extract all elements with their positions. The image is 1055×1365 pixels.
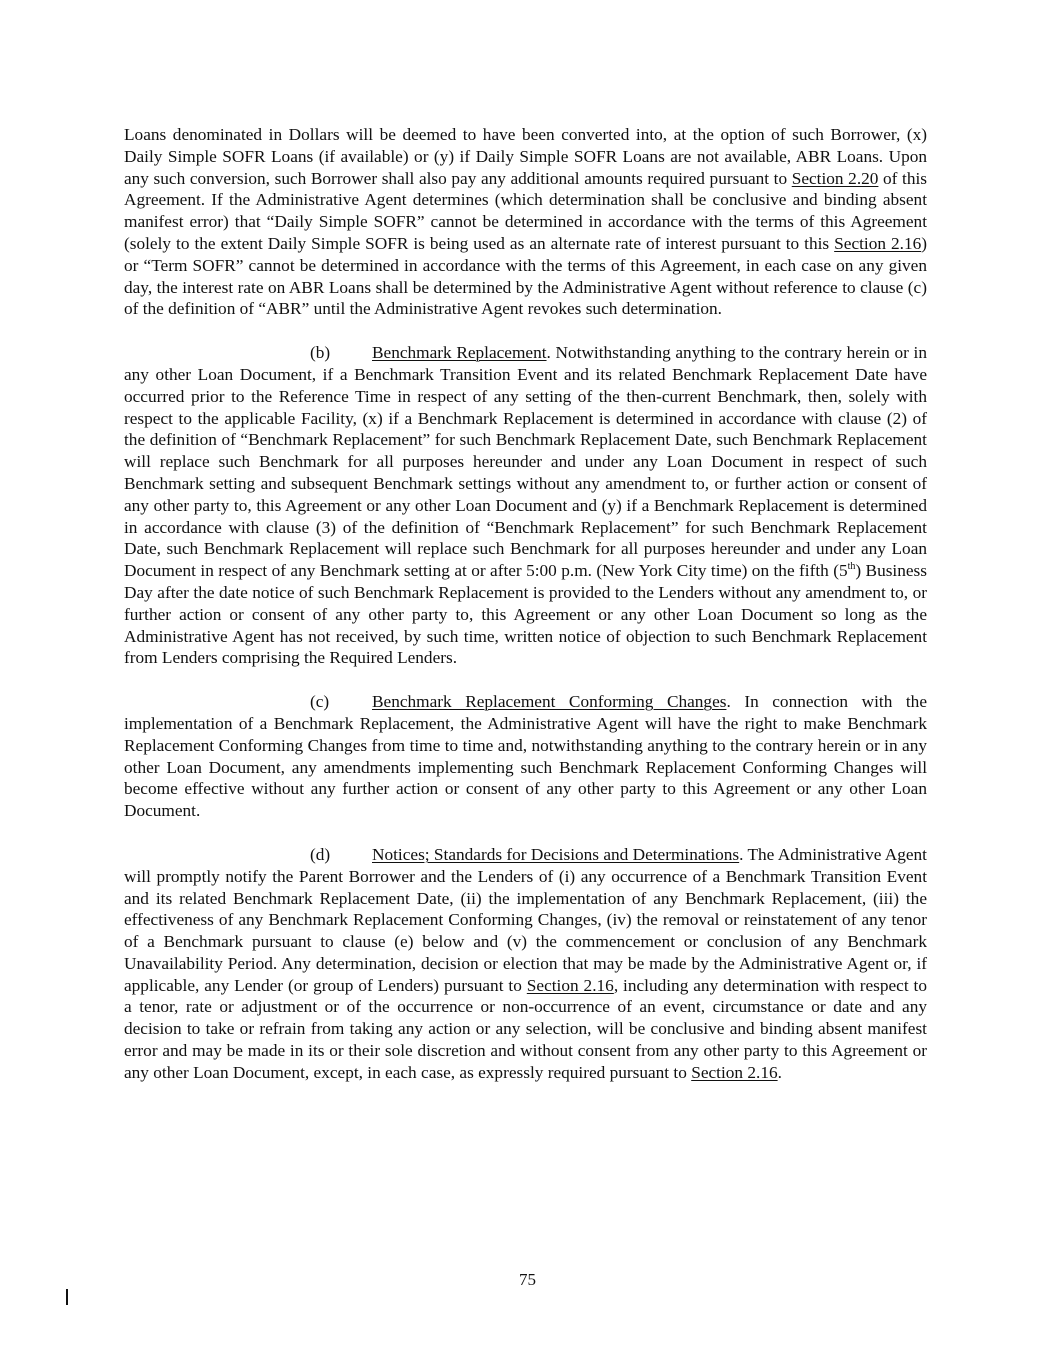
paragraph-b-heading: Benchmark Replacement [372, 343, 547, 363]
superscript-th: th [847, 561, 856, 573]
paragraph-b-text-2: ) Business Day after the date notice of such Benchmark Replacement is provided to the Lenders without any amendment to, or further action or consent of any other party to, this Agreement or any other Loan Document so long as the Administrative Agent has not received, by such time, written notice of objection to such Benchmark Replacement from Lenders comprising the Required Lenders. [124, 561, 927, 668]
paragraph-d-text-2: , including any determination with respect to a tenor, rate or adjustment or of the occurrence or non-occurrence of an event, circumstance or date and any decision to take or refrain from taking any action or any selection, will be conclusive and binding absent manifest error and may be made in its or their sole discretion and without consent from any other party to this Agreement or any other Loan Document, except, in each case, as expressly required pursuant to [124, 975, 928, 1082]
paragraph-c-text: . In connection with the implementation of a Benchmark Replacement, the Administrative Agent will have the right to make Benchmark Replacement Conforming Changes from time to time and, notwithstanding anything to the contrary herein or in any other Loan Document, any amendments implementing such Benchmark Replacement Conforming Changes will become effective without any further action or consent of any other party to this Agreement or any other Loan Document. [124, 692, 927, 821]
section-2-16-reference-2: Section 2.16 [691, 1062, 778, 1082]
paragraph-b-text-1: . Notwithstanding anything to the contrary herein or in any other Loan Document, if a Benchmark Transition Event and its related Benchmark Replacement Date have occurred prior to the Reference Time in respect of any setting of the then-current Benchmark, then, solely with respect to the applicable Facility, (x) if a Benchmark Replacement is determined in accordance with clause (2) of the definition of “Benchmark Replacement” for such Benchmark Replacement Date, such Benchmark Replacement will replace such Benchmark for all purposes hereunder and under any Loan Document in respect of such Benchmark setting and subsequent Benchmark settings without any amendment to, or further action or consent of any other party to, this Agreement or any other Loan Document and (y) if a Benchmark Replacement is determined in accordance with clause (3) of the definition of “Benchmark Replacement” for such Benchmark Replacement Date, such Benchmark Replacement will replace such Benchmark for all purposes hereunder and under any Loan Document in respect of any Benchmark setting at or after 5:00 p.m. (New York City time) on the fifth (5 [124, 343, 927, 581]
paragraph-a-text-3: ) or “Term SOFR” cannot be determined in accordance with the terms of this Agreement, in each case on any given day, the interest rate on ABR Loans shall be determined by the Administrative Agent without reference to clause (c) of the definition of “ABR” until the Administrative Agent revokes such determination. [124, 233, 927, 319]
paragraph-d-text-1: . The Administrative Agent will promptly notify the Parent Borrower and the Lenders of (i) any occurrence of a Benchmark Transition Event and its related Benchmark Replacement Date, (ii) the implementation of any Benchmark Replacement, (iii) the effectiveness of any Benchmark Replacement Conforming Changes, (iv) the removal or reinstatement of any tenor of a Benchmark pursuant to clause (e) below and (v) the commencement or conclusion of any Benchmark Unavailability Period. Any determination, decision or election that may be made by the Administrative Agent or, if applicable, any Lender (or group of Lenders) pursuant to [124, 844, 927, 995]
paragraph-c-heading: Benchmark Replacement Conforming Changes [372, 692, 727, 712]
paragraph-d-text-3: . [777, 1062, 782, 1082]
paragraph-a-text-1: Loans denominated in Dollars will be deemed to have been converted into, at the option of such Borrower, (x) Daily Simple SOFR Loans (if available) or (y) if Daily Simple SOFR Loans are not available, ABR Loans. Upon any such conversion, such Borrower shall also pay any additional amounts required pursuant to [124, 125, 927, 188]
paragraph-b-label: (b) [310, 343, 331, 363]
paragraph-a-continuation [124, 124, 927, 320]
section-2-20-reference: Section 2.20 [791, 168, 879, 188]
document-page [124, 124, 927, 1106]
paragraph-b-benchmark-replacement [124, 342, 927, 669]
paragraph-c-label: (c) [310, 692, 330, 712]
paragraph-d-notices-standards [124, 844, 927, 1084]
section-2-16-reference: Section 2.16 [834, 233, 922, 253]
page-number: 75 [519, 1270, 536, 1289]
section-2-16-reference-1: Section 2.16 [526, 975, 614, 995]
revision-change-bar [66, 1289, 68, 1305]
paragraph-c-conforming-changes [124, 691, 927, 822]
paragraph-d-heading: Notices; Standards for Decisions and Determinations [372, 844, 740, 864]
paragraph-a-text-2: of this Agreement. If the Administrative Agent determines (which determination shall be conclusive and binding absent manifest error) that “Daily Simple SOFR” cannot be determined in accordance with the terms of this Agreement (solely to the extent Daily Simple SOFR is being used as an alternate rate of interest pursuant to this [124, 168, 927, 253]
paragraph-d-label: (d) [310, 844, 331, 864]
